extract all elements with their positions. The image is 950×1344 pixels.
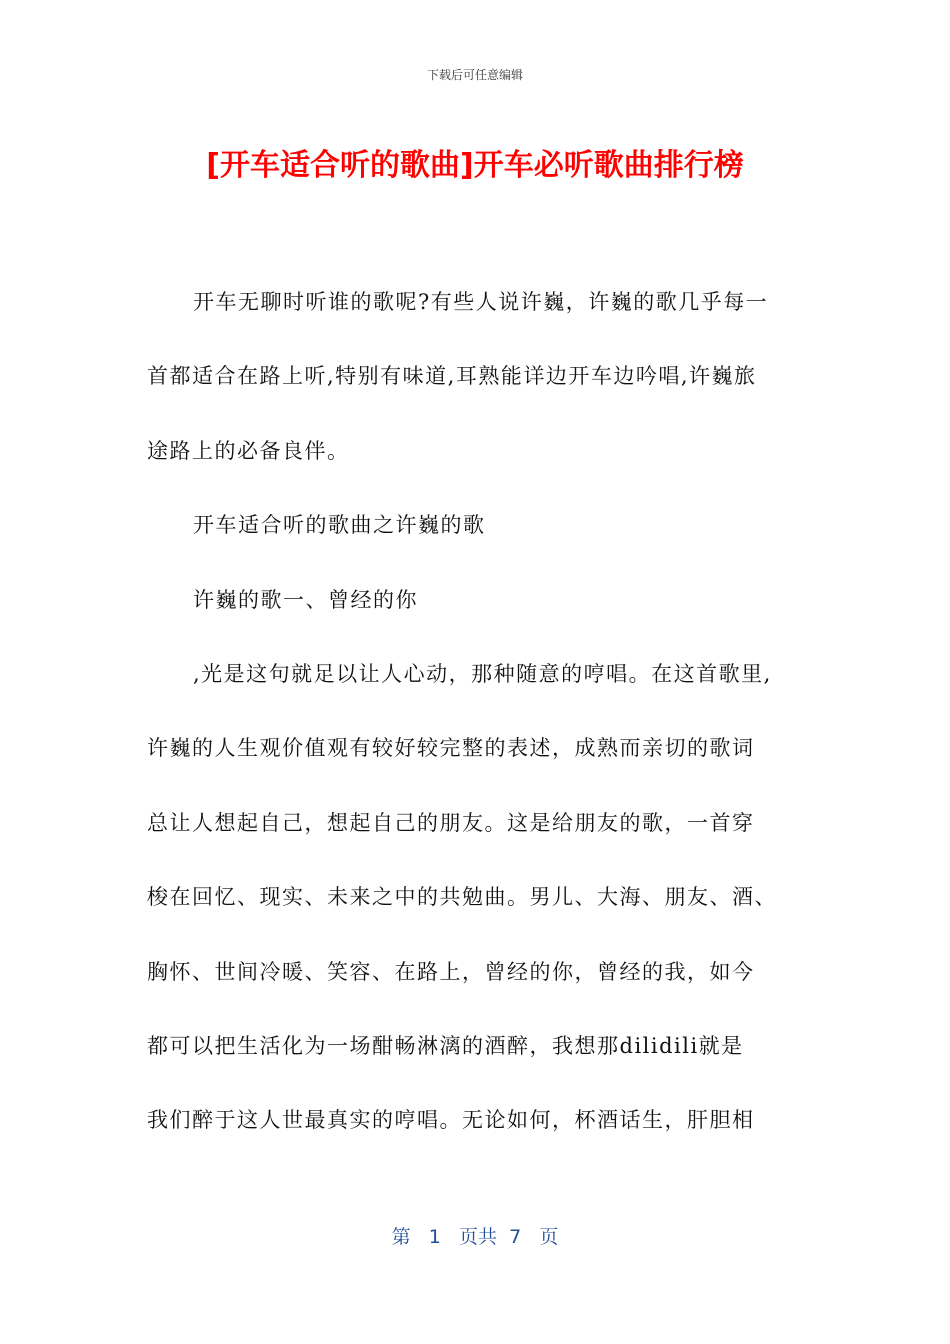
body-line: 途路上的必备良伴。 (147, 438, 350, 463)
body-line: 梭在回忆、现实、未来之中的共勉曲。男儿、大海、朋友、酒、 (147, 885, 777, 910)
body-line: 首都适合在路上听,特别有味道,耳熟能详边开车边吟唱,许巍旅 (147, 364, 757, 389)
footer-page-suffix: 页 (539, 1226, 559, 1248)
body-line: 许巍的歌一、曾经的你 (193, 587, 418, 612)
body-line: 胸怀、世间冷暖、笑容、在路上，曾经的你，曾经的我，如今 (147, 959, 755, 984)
body-line: ,光是这句就足以让人心动，那种随意的哼唱。在这首歌里, (193, 661, 772, 686)
body-line: 都可以把生活化为一场酣畅淋漓的酒醉，我想那dilidili就是 (147, 1033, 744, 1058)
header-note: 下载后可任意编辑 (426, 68, 523, 82)
footer-page-prefix: 第 (391, 1226, 411, 1248)
body-line: 总让人想起自己，想起自己的朋友。这是给朋友的歌，一首穿 (147, 810, 755, 835)
body-line: 开车无聊时听谁的歌呢?有些人说许巍，许巍的歌几乎每一 (193, 290, 769, 314)
body-line: 开车适合听的歌曲之许巍的歌 (193, 513, 486, 538)
page-footer (0, 1222, 950, 1249)
body-line: 我们醉于这人世最真实的哼唱。无论如何，杯酒话生，肝胆相 (147, 1108, 755, 1133)
footer-total-pages: 7 (509, 1226, 522, 1248)
body-line: 许巍的人生观价值观有较好较完整的表述，成熟而亲切的歌词 (147, 736, 755, 761)
page-title: [开车适合听的歌曲]开车必听歌曲排行榜 (206, 148, 744, 183)
footer-page-mid: 页共 (459, 1226, 498, 1248)
footer-current-page: 1 (428, 1226, 441, 1248)
document-body (147, 265, 807, 1158)
